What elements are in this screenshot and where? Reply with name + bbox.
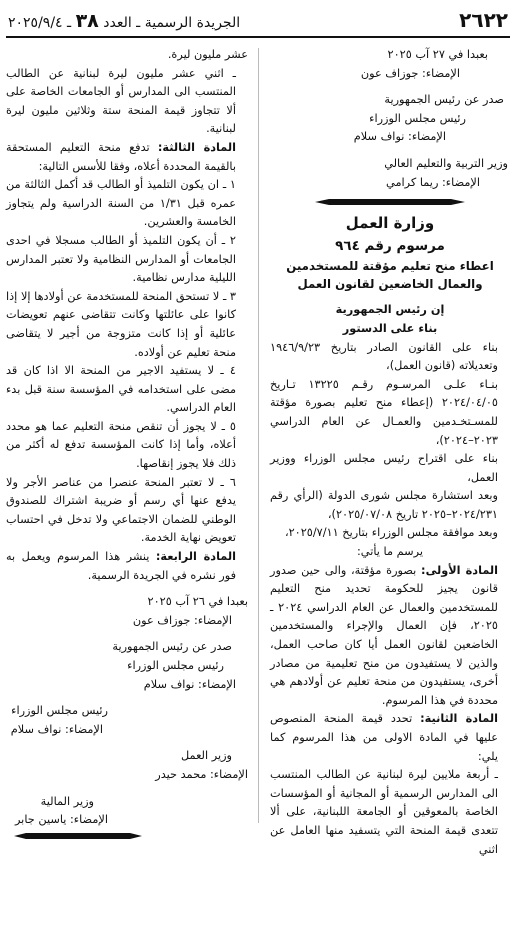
article-text: بصورة مؤقتة، والى حين صدور قانون يجيز للحكومة تحديد منح التعليم للمستخدمين والعمال عن العام الدراسي ٢٠٢٤ ـ ٢٠٢٥، فإن العمال والإجراء والمستخدمين الخاضعين لقانون العمل أيا كان صاحب العمل، والذين لا يستفيدون من منح تعليمية من مصادر أخرى، يستفيدون من منحة تعليم عن أولادهم هي محددة في هذا المرسوم. xyxy=(270,563,498,707)
article-label: المادة الثالثة: xyxy=(157,140,236,154)
article-text: تحدد قيمة المنحة المنصوص عليها في المادة الاولى من هذا المرسوم كما يلي: xyxy=(270,712,498,763)
header-rule xyxy=(6,36,510,38)
paragraph: وبعد موافقة مجلس الوزراء بتاريخ ٢٠٢٥/٧/١١، xyxy=(284,526,498,540)
signature-line: الإمضاء: ريما كرامي xyxy=(386,175,480,189)
article-label: المادة الأولى: xyxy=(421,563,499,577)
signature-line: رئيس مجلس الوزراء xyxy=(369,111,466,125)
decree-number: مرسوم رقم ٩٦٤ xyxy=(335,237,445,254)
signature-line: صدر عن رئيس الجمهورية xyxy=(112,640,232,654)
article-label: المادة الثانية: xyxy=(420,712,498,726)
signature-line: وزير العمل xyxy=(181,749,232,763)
issue-number: ٣٨ xyxy=(75,10,99,32)
condition-item: ٥ ـ لا يجوز أن تنقص منحة التعليم عما هو محدد أعلاه، وأما إذا كانت المؤسسة تدفع له أكثر من ذلك فلا يجوز إنقاصها. xyxy=(6,419,236,471)
article-item: ـ أربعة ملايين ليرة لبنانية عن الطالب المنتسب الى المدارس الرسمية أو المجانية أو المؤسسات الخاصة بالمعوقين أو الجامعة اللبنانية، على ألا تتعدى قيمة المنحة التي يتسفيد منها العامل عن اثني xyxy=(270,768,498,856)
date-line: بعبدا في ٢٧ آب ٢٠٢٥ xyxy=(387,48,488,61)
article-1 xyxy=(270,562,510,711)
condition-item: ٦ ـ لا تعتبر المنحة عنصرا من عناصر الأجر ولا يدفع عنها أي رسم أو ضريبة اشتراك للصندوق الوطني للضمان الاجتماعي ولا تدخل في احتساب تعويض نهاية الخدمة. xyxy=(6,475,236,545)
paragraph: بناء على القانون الصادر بتاريخ ١٩٤٦/٩/٢٣ وتعديلاته (قانون العمل)، xyxy=(270,340,498,373)
signature-line: رئيس مجلس الوزراء xyxy=(127,659,224,672)
gazette-title xyxy=(8,10,240,32)
condition-item: ٢ ـ أن يكون التلميذ أو الطالب مسجلا في احدى الجامعات أو المدارس النظامية ولا تعتبر المدارس الليلية مدارس نظامية. xyxy=(6,233,236,285)
paragraph: عشر مليون ليرة. xyxy=(167,48,248,61)
signature-line: الإمضاء: ياسين جابر xyxy=(14,813,108,827)
page-number: ٢٦٢٢ xyxy=(459,8,508,32)
preamble-president: إن رئيس الجمهورية xyxy=(335,303,445,317)
condition-item: ٤ ـ لا يستفيد الاجير من المنحة الا اذا كان قد مضى على استخدامه في المؤسسة سنة قبل بدء العام الدراسي. xyxy=(6,364,236,415)
article-4 xyxy=(6,548,248,585)
paragraph: بنـاء علـى المرسـوم رقـم ١٣٢٢٥ تـاريخ ٢٠٢٤/٠٤/٠٥ (إعطاء منح تعليم بصورة مؤقتة للمسـتخـدمين والعمـال عن العام الدراسي ٢٠٢٣–٢٠٢٤)، xyxy=(270,377,498,447)
signature-line: الإمضاء: محمد حيدر xyxy=(155,767,248,781)
signature-line: رئيس مجلس الوزراء xyxy=(11,704,108,718)
divider-ornament-icon xyxy=(315,198,465,206)
ministry-title: وزارة العمل xyxy=(345,214,435,233)
decree-title: اعطاء منح تعليم مؤقتة للمستخدمين والعمال الخاضعين لقانون العمل xyxy=(286,259,494,292)
date-line: بعبدا في ٢٦ آب ٢٠٢٥ xyxy=(147,595,248,609)
signature-line: الإمضاء: نواف سلام xyxy=(10,722,103,736)
signature-line: الإمضاء: نواف سلام xyxy=(353,130,446,144)
condition-item: ١ ـ ان يكون التلميذ أو الطالب قد أكمل الثالثة من عمره قبل ١/٣١ من السنة الدراسية ولم يتجاوز الخامسة والعشرين. xyxy=(6,178,236,229)
condition-item: ٣ ـ لا تستحق المنحة للمستخدمة عن أولادها إلا إذا كانوا على عائلتها وكانت تتقاضى عنهم تعويضات عائلية أو إذا كانت متزوجة من أجير لا يتقاضى منحة تعليم عن أولاده. xyxy=(6,289,236,359)
decree-intro: يرسم ما يأتي: xyxy=(357,545,423,559)
issue-date: ـ ٢٠٢٥/٩/٤ xyxy=(8,15,72,31)
signature-line: الإمضاء: نواف سلام xyxy=(143,677,236,691)
article-2 xyxy=(270,710,510,766)
signature-line: وزير المالية xyxy=(40,794,94,808)
article-label: المادة الرابعة: xyxy=(155,550,236,564)
signature-line: صدر عن رئيس الجمهورية xyxy=(384,93,504,107)
preamble-constitution: بناء على الدستور xyxy=(342,321,438,335)
paragraph: وبعد استشارة مجلس شورى الدولة (الرأي رقم ٢٠٢٤/٢٣١–٢٠٢٥ تاريخ ٢٠٢٥/٠٧/٠٨)، xyxy=(270,489,498,521)
right-column xyxy=(270,46,510,859)
divider-ornament-icon xyxy=(14,832,142,840)
paragraph: ـ اثني عشر مليون ليرة لبنانية عن الطالب المنتسب الى المدارس أو الجامعات الخاصة على ألا تتجاوز قيمة المنحة ستة وثلاثين مليون ليرة لبنانية. xyxy=(6,66,236,136)
gazette-name: الجريدة الرسمية ـ العدد xyxy=(103,15,241,31)
left-column xyxy=(6,46,248,840)
article-text: تدفع منحة التعليم المستحقة بالقيمة المحددة أعلاه، وفقا للأسس التالية: xyxy=(6,140,236,173)
article-text: ينشر هذا المرسوم ويعمل به فور نشره في الجريدة الرسمية. xyxy=(6,550,236,582)
signature-line: وزير التربية والتعليم العالي xyxy=(384,156,508,170)
signature-line: الإمضاء: جوزاف عون xyxy=(132,613,232,627)
article-3 xyxy=(6,139,248,176)
page-header xyxy=(6,8,510,34)
paragraph: بناء على اقتراح رئيس مجلس الوزراء ووزير العمل، xyxy=(270,452,498,484)
column-divider xyxy=(258,48,259,823)
signature-line: الإمضاء: جوزاف عون xyxy=(360,66,460,80)
